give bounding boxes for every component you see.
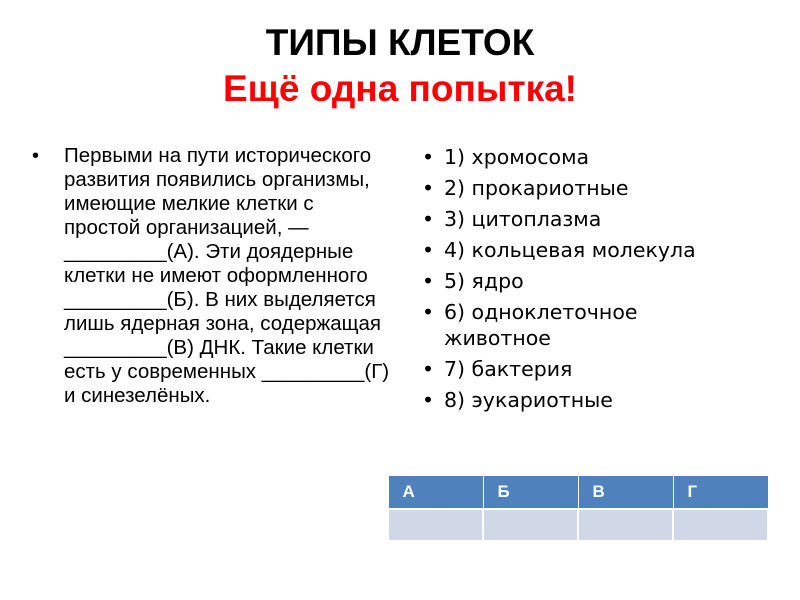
answer-header-v: В <box>578 476 673 510</box>
option-item-7: • 7) бактерия <box>420 356 750 382</box>
answer-header-a: А <box>388 476 483 510</box>
option-item-8: • 8) эукариотные <box>420 387 750 413</box>
answer-cell-g[interactable] <box>673 509 768 541</box>
option-item-5: • 5) ядро <box>420 268 750 294</box>
task-paragraph-block <box>32 144 392 408</box>
slide-title-block <box>0 20 800 112</box>
options-list <box>420 144 750 413</box>
answer-table-header-row <box>388 476 768 510</box>
answer-cell-b[interactable] <box>483 509 578 541</box>
slide-title: ТИПЫ КЛЕТОК <box>265 22 535 63</box>
task-text: Первыми на пути исторического развития появились организмы, имеющие мелкие клетки с простой организацией, — _________(А). Эти доядерные клетки не имеют оформленного _________(Б). В них выделяется лишь ядерная зона, содержащая _________(В) ДНК. Такие клетки есть у современных _________(Г) и синезелёных. <box>64 144 390 407</box>
bullet-icon: • <box>32 145 40 167</box>
answer-header-b: Б <box>483 476 578 510</box>
answer-cell-v[interactable] <box>578 509 673 541</box>
option-item-1: • 1) хромосома <box>420 144 750 170</box>
option-item-2: • 2) прокариотные <box>420 175 750 201</box>
answer-header-g: Г <box>673 476 768 510</box>
slide-subtitle: Ещё одна попытка! <box>223 68 577 109</box>
option-item-6: • 6) одноклеточное животное <box>420 299 750 351</box>
options-list-block <box>420 144 750 418</box>
option-item-3: • 3) цитоплазма <box>420 206 750 232</box>
option-item-4: • 4) кольцевая молекула <box>420 237 750 263</box>
answer-table-row <box>388 509 768 541</box>
answer-cell-a[interactable] <box>388 509 483 541</box>
answer-table <box>387 475 769 542</box>
